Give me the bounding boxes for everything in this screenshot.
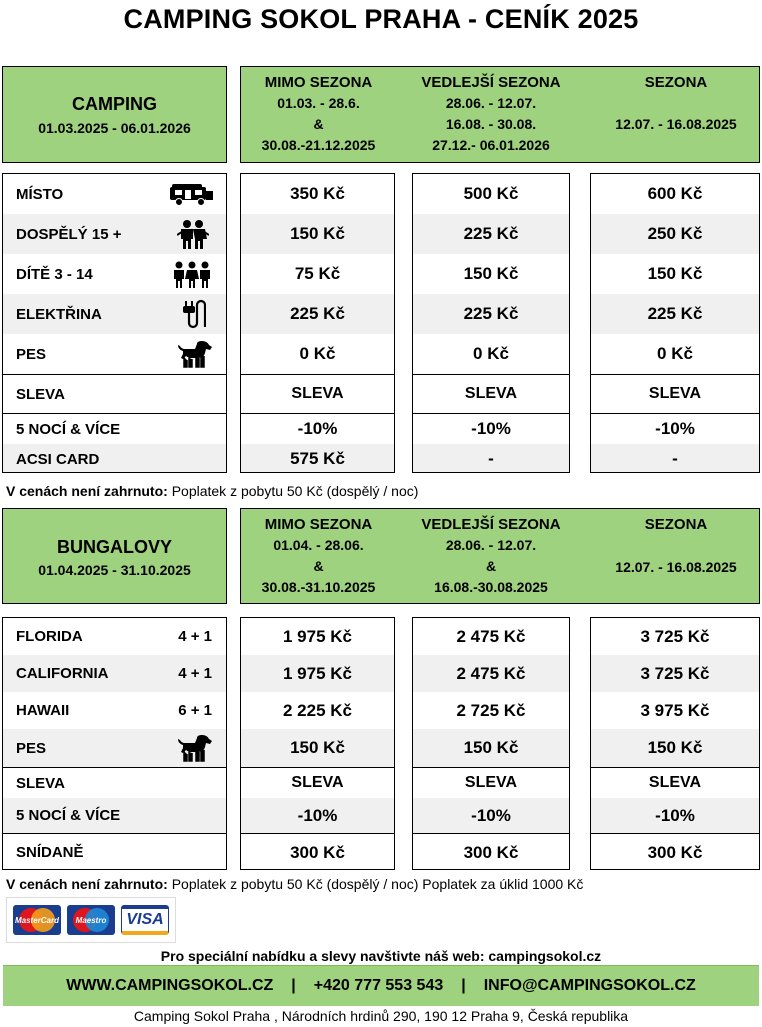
row-label: DÍTĚ 3 - 14 bbox=[16, 265, 93, 283]
camping-column-shoulder bbox=[412, 173, 570, 473]
season-date: 12.07. - 16.08.2025 bbox=[615, 559, 737, 575]
season-date: 01.03. - 28.6. bbox=[277, 95, 360, 111]
row-label: CALIFORNIA bbox=[16, 665, 109, 682]
season-shoulder bbox=[401, 72, 581, 156]
camping-dates: 01.03.2025 - 06.01.2026 bbox=[38, 120, 191, 136]
row-label: FLORIDA bbox=[16, 628, 83, 645]
price-cell: 600 Kč bbox=[647, 184, 703, 203]
row-label: DOSPĚLÝ 15 + bbox=[16, 225, 122, 243]
note-text: Poplatek z pobytu 50 Kč (dospělý / noc) Poplatek za úklid 1000 Kč bbox=[167, 876, 584, 892]
address: Camping Sokol Praha , Národních hrdinů 290, 190 12 Praha 9, Česká republika bbox=[133, 1008, 629, 1024]
bungalows-header-left bbox=[2, 508, 227, 604]
price-cell: 0 Kč bbox=[657, 344, 693, 363]
discount-header-cell: SLEVA bbox=[648, 774, 702, 791]
season-date: 30.08.-31.10.2025 bbox=[261, 579, 376, 595]
mastercard-logo bbox=[13, 905, 61, 935]
discount-header-cell: SLEVA bbox=[464, 774, 518, 791]
bungalows-title: BUNGALOVY bbox=[56, 537, 172, 557]
bungalows-header-seasons bbox=[240, 508, 760, 604]
price-cell: 2 725 Kč bbox=[456, 700, 526, 720]
discount-cell: -10% bbox=[655, 419, 695, 438]
row-label: SLEVA bbox=[16, 774, 65, 792]
discount-cell: -10% bbox=[471, 805, 511, 825]
discount-cell: -10% bbox=[297, 419, 338, 438]
row-discount-header bbox=[3, 768, 226, 798]
price-cell: 150 Kč bbox=[290, 224, 345, 243]
season-off bbox=[241, 514, 396, 598]
price-cell: 3 725 Kč bbox=[640, 663, 710, 683]
season-high bbox=[591, 514, 761, 578]
season-date: 01.04. - 28.06. bbox=[273, 537, 364, 553]
camper-icon bbox=[170, 184, 214, 211]
footer-separator: | bbox=[291, 977, 296, 994]
price-cell: 250 Kč bbox=[647, 224, 703, 243]
price-cell: 225 Kč bbox=[647, 304, 703, 323]
camping-label-column bbox=[2, 173, 227, 473]
row-label: 5 NOCÍ & VÍCE bbox=[16, 420, 121, 438]
card-label: MasterCard bbox=[14, 915, 59, 925]
season-date: & bbox=[485, 558, 497, 574]
row-child bbox=[3, 254, 226, 294]
row-label: ACSI CARD bbox=[16, 450, 100, 468]
bungalows-dates: 01.04.2025 - 31.10.2025 bbox=[38, 562, 191, 578]
row-electricity bbox=[3, 294, 226, 334]
dog-icon bbox=[176, 733, 212, 768]
website-link[interactable]: WWW.CAMPINGSOKOL.CZ bbox=[66, 977, 274, 994]
price-cell: 150 Kč bbox=[647, 738, 703, 757]
camping-note bbox=[6, 483, 418, 499]
row-adult bbox=[3, 214, 226, 254]
discount-cell: 575 Kč bbox=[290, 449, 345, 468]
plug-icon bbox=[182, 299, 206, 334]
season-date: & bbox=[313, 116, 324, 132]
price-cell: 500 Kč bbox=[463, 184, 519, 203]
price-cell: 2 475 Kč bbox=[456, 626, 526, 646]
discount-cell: -10% bbox=[297, 805, 338, 825]
row-label: PES bbox=[16, 739, 47, 757]
season-name: MIMO SEZONA bbox=[264, 516, 373, 533]
season-name: MIMO SEZONA bbox=[264, 74, 373, 91]
price-cell: 3 975 Kč bbox=[640, 700, 710, 720]
price-cell: 150 Kč bbox=[647, 264, 703, 283]
footer-bar bbox=[3, 965, 759, 1006]
footer-separator: | bbox=[461, 977, 466, 994]
row-discount-header bbox=[3, 375, 226, 413]
season-shoulder bbox=[401, 514, 581, 598]
row-discount-acsi bbox=[3, 444, 226, 473]
email-link[interactable]: INFO@CAMPINGSOKOL.CZ bbox=[483, 977, 696, 994]
children-icon bbox=[172, 261, 212, 293]
row-dog bbox=[3, 334, 226, 374]
season-date: & bbox=[313, 558, 324, 574]
card-label: VISA bbox=[126, 911, 164, 928]
capacity: 4 + 1 bbox=[178, 665, 212, 682]
price-cell: 225 Kč bbox=[463, 304, 519, 323]
discount-cell: -10% bbox=[471, 419, 511, 438]
web-note: Pro speciální nabídku a slevy navštivte náš web: campingsokol.cz bbox=[160, 948, 602, 964]
season-date: 16.08. - 30.08. bbox=[445, 116, 537, 132]
season-off bbox=[241, 72, 396, 156]
price-cell: 150 Kč bbox=[290, 738, 345, 757]
row-label: ELEKTŘINA bbox=[16, 305, 102, 323]
camping-column-off bbox=[240, 173, 395, 473]
season-date: 28.06. - 12.07. bbox=[445, 537, 537, 553]
season-date: 30.08.-21.12.2025 bbox=[261, 137, 376, 153]
discount-cell: -10% bbox=[655, 805, 695, 825]
price-cell: 350 Kč bbox=[290, 184, 345, 203]
camping-column-high bbox=[590, 173, 760, 473]
bungalows-column-high bbox=[590, 617, 760, 870]
season-name: VEDLEJŠÍ SEZONA bbox=[421, 516, 561, 533]
note-text: Poplatek z pobytu 50 Kč (dospělý / noc) bbox=[167, 483, 419, 499]
price-cell: 225 Kč bbox=[463, 224, 519, 243]
discount-cell: - bbox=[672, 449, 678, 468]
note-bold: V cenách není zahrnuto: bbox=[6, 483, 168, 499]
season-date: 16.08.-30.08.2025 bbox=[434, 579, 548, 595]
bungalows-column-shoulder bbox=[412, 617, 570, 870]
season-date: 28.06. - 12.07. bbox=[445, 95, 537, 111]
discount-header-cell: SLEVA bbox=[648, 385, 702, 402]
price-cell: 300 Kč bbox=[463, 842, 519, 862]
bungalows-label-column bbox=[2, 617, 227, 870]
season-name: SEZONA bbox=[644, 516, 708, 533]
row-california bbox=[3, 655, 226, 692]
visa-logo bbox=[121, 905, 169, 935]
row-florida bbox=[3, 618, 226, 655]
camping-header-seasons bbox=[240, 66, 760, 163]
season-date: 27.12.- 06.01.2026 bbox=[432, 137, 550, 153]
discount-cell: - bbox=[488, 449, 494, 468]
price-cell: 300 Kč bbox=[290, 842, 345, 862]
row-discount-5nights bbox=[3, 414, 226, 444]
price-cell: 150 Kč bbox=[463, 738, 519, 757]
page-title: CAMPING SOKOL PRAHA - CENÍK 2025 bbox=[123, 4, 639, 34]
row-breakfast bbox=[3, 834, 226, 870]
payment-cards bbox=[6, 897, 176, 943]
price-cell: 3 725 Kč bbox=[640, 626, 710, 646]
capacity: 6 + 1 bbox=[178, 702, 212, 719]
season-name: SEZONA bbox=[644, 74, 708, 91]
discount-header-cell: SLEVA bbox=[291, 385, 344, 402]
season-name: VEDLEJŠÍ SEZONA bbox=[421, 74, 561, 91]
price-cell: 2 475 Kč bbox=[456, 663, 526, 683]
price-cell: 75 Kč bbox=[294, 264, 341, 283]
season-high bbox=[591, 72, 761, 135]
dog-icon bbox=[176, 339, 212, 374]
price-cell: 1 975 Kč bbox=[283, 663, 352, 683]
price-cell: 1 975 Kč bbox=[283, 626, 352, 646]
price-cell: 2 225 Kč bbox=[283, 700, 352, 720]
season-date: 12.07. - 16.08.2025 bbox=[615, 116, 737, 132]
price-cell: 225 Kč bbox=[290, 304, 345, 323]
row-label: MÍSTO bbox=[16, 185, 64, 203]
row-label: SLEVA bbox=[16, 385, 65, 403]
price-cell: 0 Kč bbox=[299, 344, 336, 363]
row-dog bbox=[3, 729, 226, 767]
bungalows-column-off bbox=[240, 617, 395, 870]
row-place bbox=[3, 174, 226, 214]
price-cell: 300 Kč bbox=[647, 842, 703, 862]
bungalows-note bbox=[6, 876, 583, 892]
capacity: 4 + 1 bbox=[178, 628, 212, 645]
camping-title: CAMPING bbox=[72, 94, 157, 114]
phone-link[interactable]: +420 777 553 543 bbox=[313, 977, 444, 994]
price-cell: 150 Kč bbox=[463, 264, 519, 283]
row-hawaii bbox=[3, 692, 226, 729]
adults-icon bbox=[177, 219, 209, 254]
maestro-logo bbox=[67, 905, 115, 935]
note-bold: V cenách není zahrnuto: bbox=[6, 876, 168, 892]
discount-header-cell: SLEVA bbox=[464, 385, 518, 402]
row-label: PES bbox=[16, 345, 47, 363]
camping-header-left bbox=[2, 66, 227, 163]
row-label: HAWAII bbox=[16, 702, 70, 719]
row-label: 5 NOCÍ & VÍCE bbox=[16, 807, 121, 824]
card-label: Maestro bbox=[75, 915, 107, 925]
row-label: SNÍDANĚ bbox=[16, 844, 84, 861]
row-discount-5nights bbox=[3, 798, 226, 833]
price-cell: 0 Kč bbox=[473, 344, 509, 363]
discount-header-cell: SLEVA bbox=[291, 774, 344, 791]
